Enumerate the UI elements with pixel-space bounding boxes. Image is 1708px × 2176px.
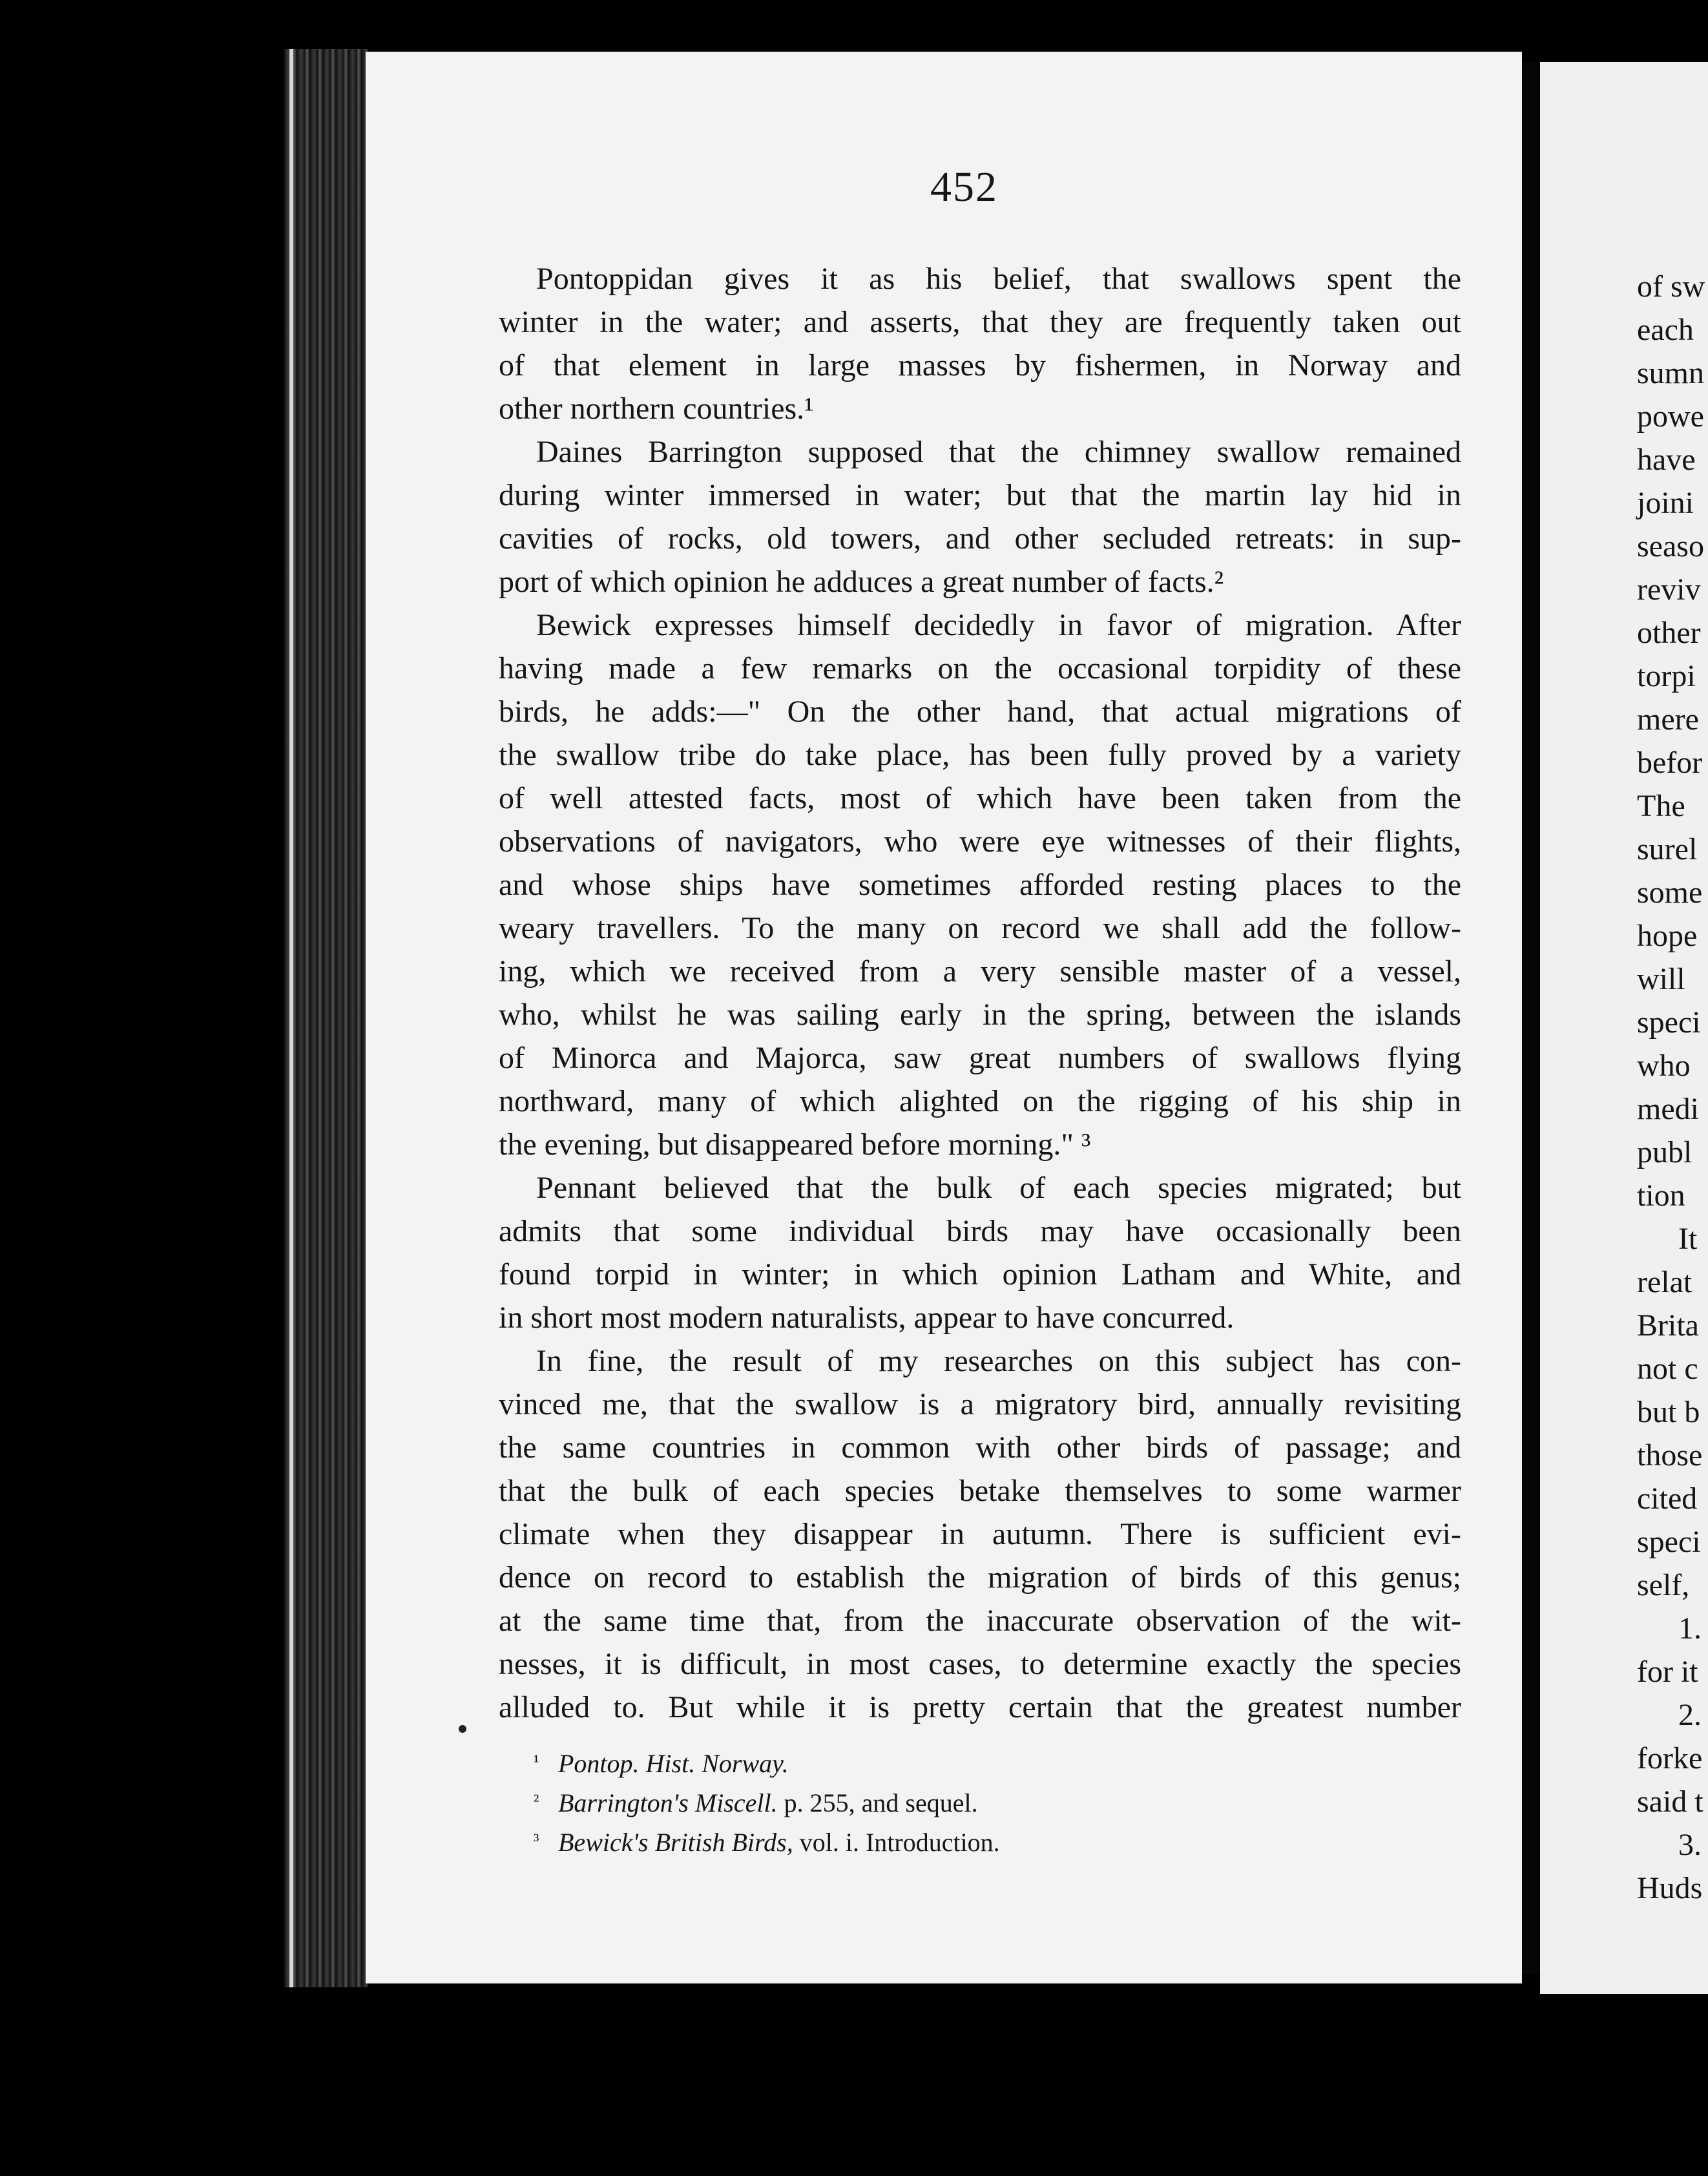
right-page-line: will	[1637, 962, 1685, 996]
right-page-line: forke	[1637, 1741, 1703, 1775]
footnote-title: Barrington's Miscell.	[558, 1788, 778, 1817]
right-page-line: 1.	[1678, 1611, 1702, 1646]
right-page-text	[1637, 265, 1705, 1910]
text-line: Daines Barrington supposed that the chimney swallow remained	[536, 435, 1461, 469]
text-line: nesses, it is difficult, in most cases, to determine exactly the species	[499, 1647, 1461, 1681]
text-line: port of which opinion he adduces a great number of facts.²	[499, 565, 1224, 599]
text-line: northward, many of which alighted on the rigging of his ship in	[499, 1084, 1461, 1118]
footnote-detail: p. 255, and sequel.	[777, 1788, 978, 1817]
text-line: at the same time that, from the inaccurate observation of the wit-	[499, 1604, 1461, 1638]
right-page-line: hope	[1637, 919, 1698, 953]
right-page-line: but b	[1637, 1395, 1700, 1429]
ink-speck	[459, 1725, 466, 1733]
text-line: the evening, but disappeared before morning." ³	[499, 1127, 1091, 1162]
text-line: Pennant believed that the bulk of each species migrated; but	[536, 1171, 1461, 1205]
right-page-line: other	[1637, 616, 1701, 650]
text-line: of Minorca and Majorca, saw great numbers of swallows flying	[499, 1041, 1461, 1075]
right-page-line: speci	[1637, 1005, 1701, 1040]
footnote-detail: vol. i. Introduction.	[793, 1828, 1000, 1857]
book-page-edges	[284, 49, 368, 1987]
right-page-line: who	[1637, 1049, 1691, 1083]
right-page-line: some	[1637, 875, 1703, 910]
footnote-mark: ²	[534, 1791, 539, 1811]
right-page-line: mere	[1637, 702, 1699, 737]
right-page-line: of sw	[1637, 269, 1705, 304]
footnote-mark: ¹	[534, 1752, 539, 1772]
text-line: of that element in large masses by fishermen, in Norway and	[499, 348, 1461, 382]
footnote-title: Pontop. Hist. Norway.	[558, 1749, 789, 1778]
right-page-line: each	[1637, 313, 1694, 347]
text-line: found torpid in winter; in which opinion Latham and White, and	[499, 1257, 1461, 1292]
text-line: other northern countries.¹	[499, 392, 814, 426]
footnote	[534, 1822, 1438, 1861]
text-line: in short most modern naturalists, appear to have concurred.	[499, 1301, 1234, 1335]
text-line: climate when they disappear in autumn. There is sufficient evi-	[499, 1517, 1461, 1551]
text-line: alluded to. But while it is pretty certain that the greatest number	[499, 1690, 1461, 1724]
right-page-line: not c	[1637, 1352, 1698, 1386]
footnote-title: Bewick's British Birds,	[558, 1828, 793, 1857]
text-line: and whose ships have sometimes afforded resting places to the	[499, 868, 1461, 902]
footnotes	[534, 1743, 1438, 1861]
text-line: vinced me, that the swallow is a migratory bird, annually revisiting	[499, 1387, 1461, 1421]
text-line: weary travellers. To the many on record we shall add the follow-	[499, 911, 1461, 945]
text-line: who, whilst he was sailing early in the spring, between the islands	[499, 998, 1461, 1032]
footnote	[534, 1783, 1438, 1822]
text-line: winter in the water; and asserts, that they are frequently taken out	[499, 305, 1461, 339]
text-line: the swallow tribe do take place, has been fully proved by a variety	[499, 738, 1461, 772]
right-page-line: for it	[1637, 1655, 1698, 1689]
text-line: observations of navigators, who were eye witnesses of their flights,	[499, 824, 1461, 859]
body-text	[499, 257, 1461, 1729]
right-page-line: medi	[1637, 1092, 1699, 1126]
page-edge-highlight	[289, 49, 293, 1987]
text-line: of well attested facts, most of which have been taken from the	[499, 781, 1461, 815]
right-page-line: those	[1637, 1438, 1703, 1472]
right-page-line: Brita	[1637, 1308, 1699, 1343]
text-line: during winter immersed in water; but that the martin lay hid in	[499, 478, 1461, 512]
right-page-line: befor	[1637, 746, 1703, 780]
text-line: admits that some individual birds may have occasionally been	[499, 1214, 1461, 1248]
right-page-line: speci	[1637, 1525, 1701, 1559]
page-number: 452	[930, 163, 998, 211]
right-page-line: joini	[1637, 486, 1694, 520]
text-line: the same countries in common with other birds of passage; and	[499, 1430, 1461, 1465]
text-line: dence on record to establish the migration of birds of this genus;	[499, 1560, 1461, 1595]
text-line: having made a few remarks on the occasional torpidity of these	[499, 651, 1461, 685]
text-line: Bewick expresses himself decidedly in favor of migration. After	[536, 608, 1461, 642]
right-page-line: publ	[1637, 1135, 1692, 1169]
right-page-line: 2.	[1678, 1698, 1702, 1732]
text-line: Pontoppidan gives it as his belief, that swallows spent the	[536, 262, 1461, 296]
text-line: In fine, the result of my researches on this subject has con-	[536, 1344, 1461, 1378]
text-line: that the bulk of each species betake themselves to some warmer	[499, 1474, 1461, 1508]
right-page-line: Huds	[1637, 1871, 1703, 1905]
right-page-line: seaso	[1637, 529, 1704, 563]
text-line: birds, he adds:—" On the other hand, that actual migrations of	[499, 695, 1461, 729]
right-page-line: have	[1637, 443, 1696, 477]
footnote	[534, 1743, 1438, 1783]
right-page-line: surel	[1637, 832, 1698, 866]
right-page-line: It	[1678, 1222, 1698, 1256]
book-gutter	[1522, 62, 1540, 1974]
right-page-line: 3.	[1678, 1828, 1702, 1862]
text-line: ing, which we received from a very sensible master of a vessel,	[499, 954, 1461, 989]
right-page-line: The	[1637, 789, 1685, 823]
right-page-line: relat	[1637, 1265, 1692, 1299]
right-page-line: cited	[1637, 1481, 1698, 1516]
right-page-line: reviv	[1637, 572, 1701, 607]
right-page-line: sumn	[1637, 356, 1705, 390]
right-page-line: torpi	[1637, 659, 1696, 693]
footnote-mark: ³	[534, 1830, 539, 1850]
right-page-line: self,	[1637, 1568, 1690, 1602]
right-page-line: said t	[1637, 1784, 1703, 1819]
right-page-line: powe	[1637, 399, 1704, 434]
right-page-line: tion	[1637, 1178, 1685, 1213]
text-line: cavities of rocks, old towers, and other secluded retreats: in sup-	[499, 521, 1461, 556]
